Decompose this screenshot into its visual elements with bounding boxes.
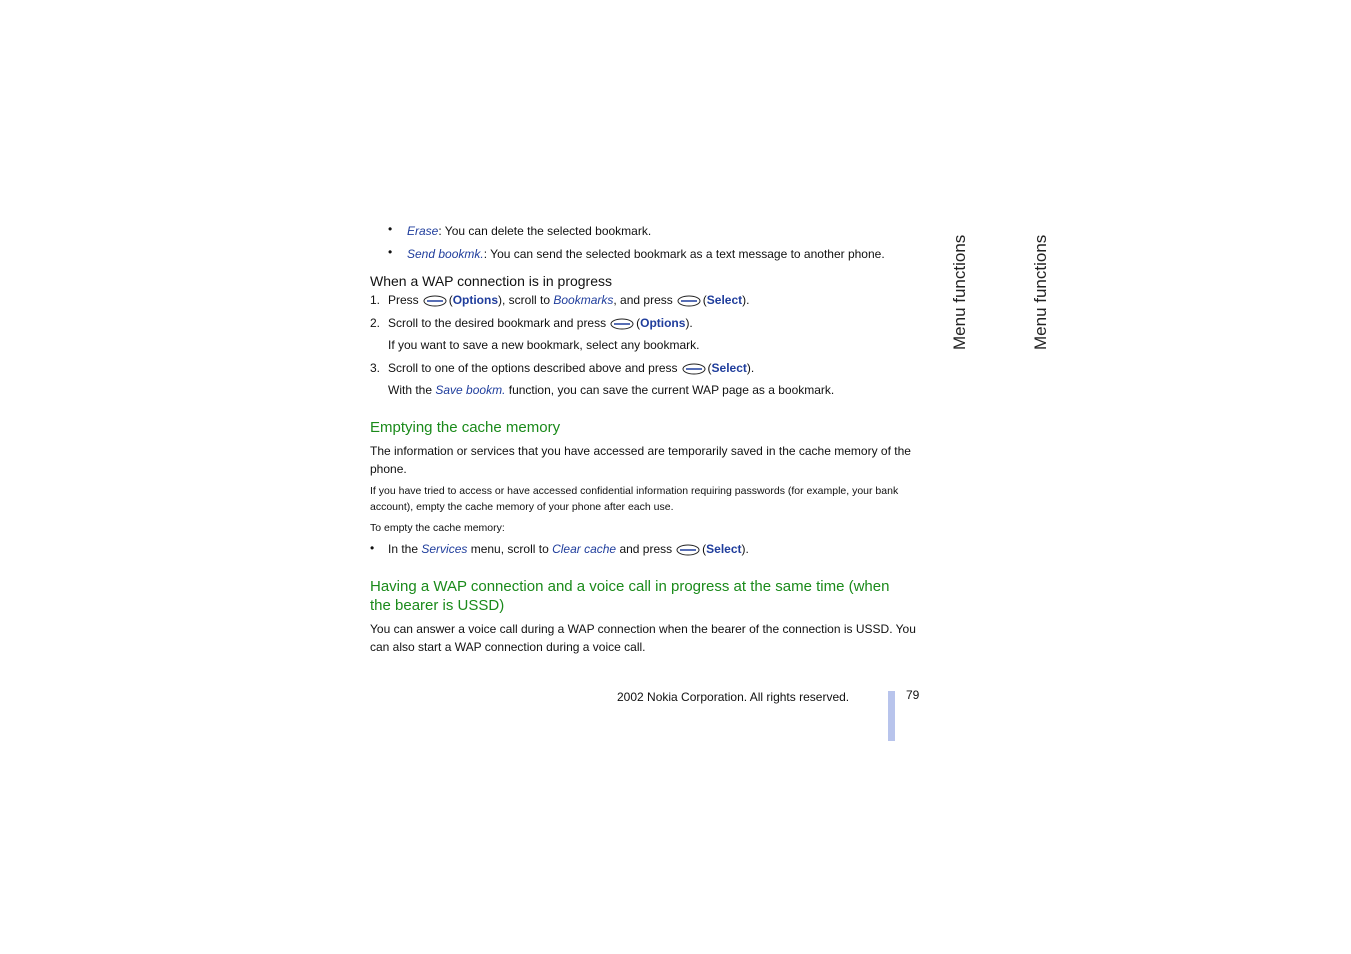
page-bar bbox=[888, 691, 895, 741]
cache-paragraph-line2: phone. bbox=[370, 462, 407, 476]
side-title: Menu functions bbox=[1031, 234, 1050, 350]
term-send-bookmark: Send bookmk. bbox=[407, 247, 484, 261]
page-number: 79 bbox=[906, 688, 920, 702]
cache-instruction: To empty the cache memory: bbox=[370, 522, 505, 534]
voice-paragraph-line1: You can answer a voice call during a WAP connection when the bearer of the connection is USSD. You bbox=[370, 622, 916, 636]
select-key-icon bbox=[610, 318, 634, 330]
step-3-note: With the Save bookm. function, you can save the current WAP page as a bookmark. bbox=[388, 383, 835, 397]
voice-section-title-line1: Having a WAP connection and a voice call in progress at the same time (when bbox=[370, 578, 890, 595]
bullet-dot: • bbox=[370, 541, 375, 555]
voice-paragraph-line2: can also start a WAP connection during a voice call. bbox=[370, 640, 646, 654]
select-key-icon bbox=[677, 295, 701, 307]
cache-paragraph-line1: The information or services that you have accessed are temporarily saved in the cache memory of the bbox=[370, 444, 911, 458]
wap-section-title: When a WAP connection is in progress bbox=[370, 273, 613, 289]
bullet-dot: • bbox=[388, 245, 393, 259]
term-erase: Erase bbox=[407, 224, 439, 238]
side-title: Menu functions bbox=[950, 234, 969, 350]
copyright: 2002 Nokia Corporation. All rights reserved. bbox=[617, 690, 850, 704]
bullet-dot: • bbox=[388, 222, 393, 236]
cache-note-line1: If you have tried to access or have accessed confidential information requiring passwords (for example, your bank bbox=[370, 485, 899, 497]
cache-note-line2: account), empty the cache memory of your phone after each use. bbox=[370, 501, 674, 513]
cache-section-title: Emptying the cache memory bbox=[370, 419, 561, 436]
voice-section-title-line2: the bearer is USSD) bbox=[370, 597, 505, 614]
select-key-icon bbox=[676, 544, 700, 556]
step-2-note: If you want to save a new bookmark, select any bookmark. bbox=[388, 338, 700, 352]
select-key-icon bbox=[682, 363, 706, 375]
select-key-icon bbox=[423, 295, 447, 307]
